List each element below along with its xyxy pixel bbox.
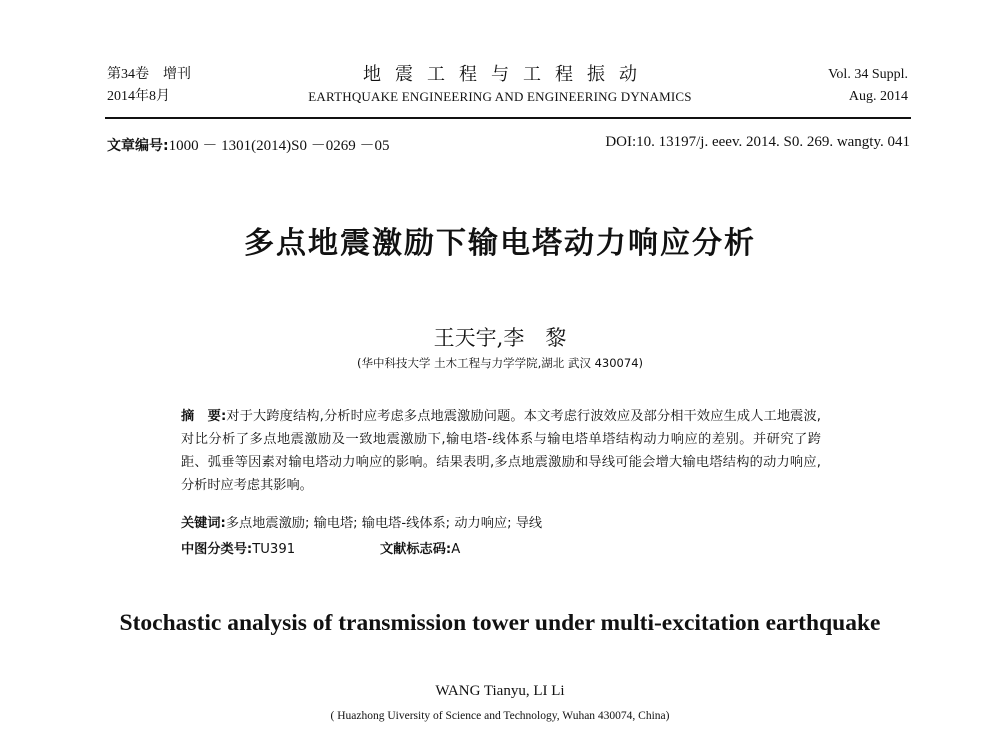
header-rule (105, 117, 911, 119)
doi: DOI:10. 13197/j. eeev. 2014. S0. 269. wangty. 041 (605, 134, 910, 150)
journal-name-cn: 地震工程与工程振动 (363, 64, 651, 84)
page-title-en: Stochastic analysis of transmission tower under multi-excitation earthquake (119, 610, 881, 636)
classification-label: 中图分类号: (181, 542, 253, 557)
date-en: Aug. 2014 (848, 89, 908, 104)
journal-volume-en (828, 64, 908, 108)
article-number-label: 文章编号: (107, 138, 169, 154)
keywords (181, 512, 542, 531)
page-title-cn: 多点地震激励下输电塔动力响应分析 (244, 226, 756, 261)
volume-en: Vol. 34 Suppl. (828, 67, 908, 82)
affiliation-en: ( Huazhong Uiversity of Science and Technology, Wuhan 430074, China) (330, 710, 670, 722)
authors-en: WANG Tianyu, LI Li (435, 683, 565, 699)
abstract-text: 对于大跨度结构,分析时应考虑多点地震激励问题。本文考虑行波效应及部分相干效应生成人工地震波,对比分析了多点地震激励及一致地震激励下,输电塔-线体系与输电塔单塔结构动力响应的差别。并研究了跨距、弧垂等因素对输电塔动力响应的影响。结果表明,多点地震激励和导线可能会增大输电塔结构的动力响应,分析时应考虑其影响。 (181, 409, 821, 493)
date-cn: 2014年8月 (107, 89, 170, 104)
volume-cn: 第34卷 增刊 (107, 67, 191, 82)
abstract (181, 405, 821, 497)
document-code-value: A (451, 542, 461, 557)
abstract-label: 摘 要: (181, 409, 227, 424)
keywords-label: 关键词: (181, 516, 226, 531)
article-number-value: 1000 － 1301(2014)S0 －0269 －05 (168, 138, 390, 154)
journal-name-en: EARTHQUAKE ENGINEERING AND ENGINEERING DYNAMICS (308, 89, 692, 104)
keywords-text: 多点地震激励; 输电塔; 输电塔-线体系; 动力响应; 导线 (225, 516, 543, 531)
authors-cn: 王天宇,李 黎 (433, 326, 567, 350)
classification (181, 538, 295, 557)
document-code (380, 538, 460, 557)
document-code-label: 文献标志码: (380, 542, 452, 557)
classification-value: TU391 (252, 542, 296, 557)
article-number (107, 134, 389, 155)
affiliation-cn: (华中科技大学 土木工程与力学学院,湖北 武汉 430074) (357, 356, 643, 370)
